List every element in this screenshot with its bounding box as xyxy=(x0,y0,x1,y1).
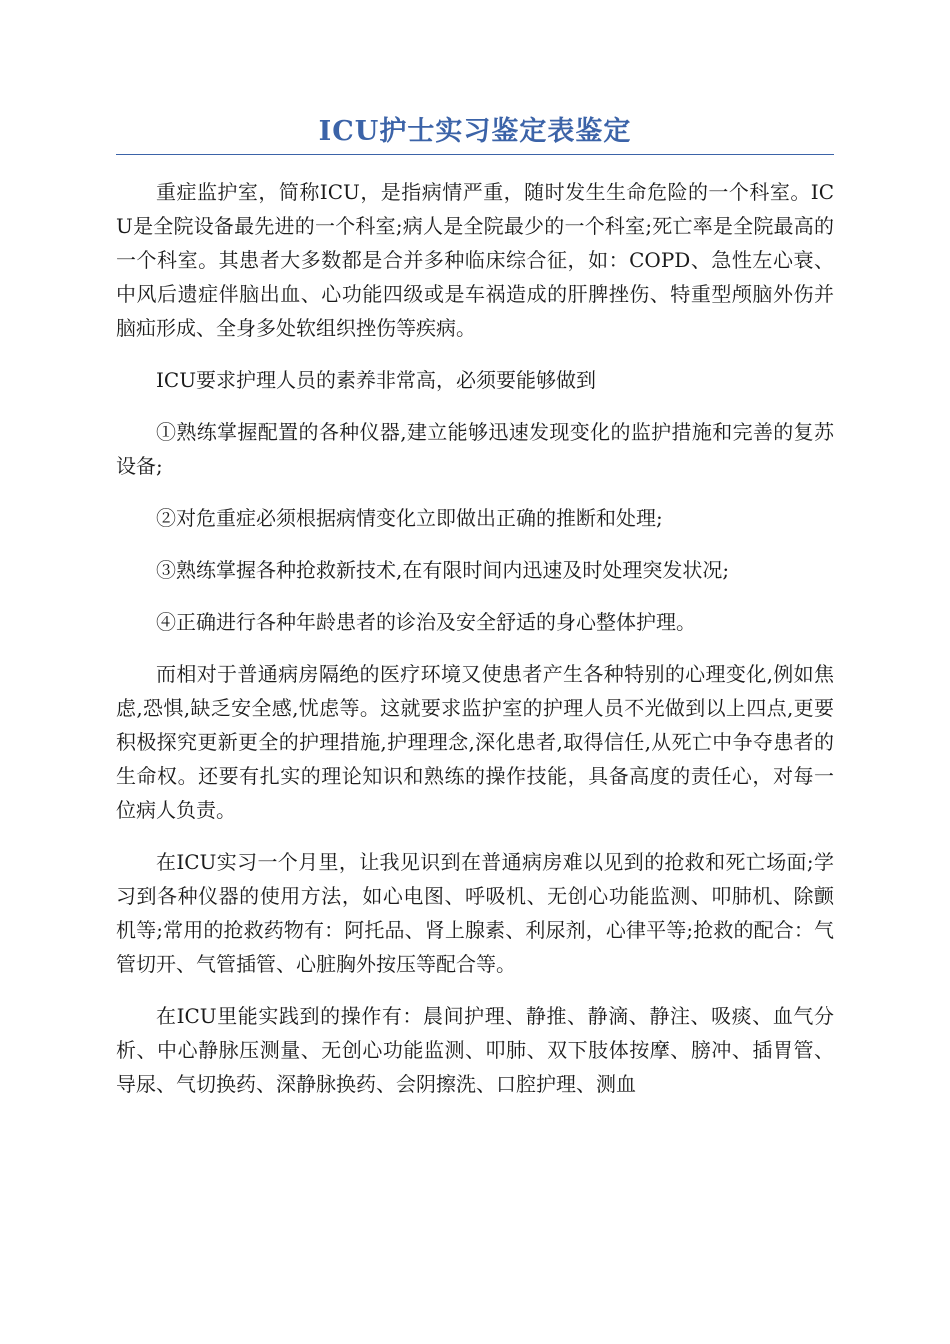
document-page xyxy=(116,112,834,1119)
paragraph-requirements-lead: ICU要求护理人员的素养非常高，必须要能够做到 xyxy=(156,368,597,392)
title-underline xyxy=(116,154,834,155)
paragraph-psychology: 而相对于普通病房隔绝的医疗环境又使患者产生各种特别的心理变化,例如焦虑,恐惧,缺乏安全感,忧虑等。这就要求监护室的护理人员不光做到以上四点,更要积极探究更新更全的护理措施,护理理念,深化患者,取得信任,从死亡中争夺患者的生命权。还要有扎实的理论知识和熟练的操作技能，具备高度的责任心，对每一位病人负责。 xyxy=(116,662,834,822)
paragraph-requirement-2: ②对危重症必须根据病情变化立即做出正确的推断和处理; xyxy=(156,506,663,530)
paragraph-requirement-3: ③熟练掌握各种抢救新技术,在有限时间内迅速及时处理突发状况; xyxy=(156,558,730,582)
paragraph-procedures: 在ICU里能实践到的操作有：晨间护理、静推、静滴、静注、吸痰、血气分析、中心静脉压测量、无创心功能监测、叩肺、双下肢体按摩、膀冲、插胃管、导尿、气切换药、深静脉换药、会阴擦洗、口腔护理、测血 xyxy=(116,1004,834,1096)
paragraph-internship-experience: 在ICU实习一个月里，让我见识到在普通病房难以见到的抢救和死亡场面;学习到各种仪器的使用方法，如心电图、呼吸机、无创心功能监测、叩肺机、除颤机等;常用的抢救药物有：阿托品、肾上腺素、利尿剂，心律平等;抢救的配合：气管切开、气管插管、心脏胸外按压等配合等。 xyxy=(116,850,834,976)
paragraph-requirement-4: ④正确进行各种年龄患者的诊治及安全舒适的身心整体护理。 xyxy=(156,610,696,634)
paragraph-requirement-1: ①熟练掌握配置的各种仪器,建立能够迅速发现变化的监护措施和完善的复苏设备; xyxy=(116,420,834,478)
paragraph-icu-intro: 重症监护室，简称ICU，是指病情严重，随时发生生命危险的一个科室。ICU是全院设备最先进的一个科室;病人是全院最少的一个科室;死亡率是全院最高的一个科室。其患者大多数都是合并多种临床综合征，如：COPD、急性左心衰、中风后遗症伴脑出血、心功能四级或是车祸造成的肝脾挫伤、特重型颅脑外伤并脑疝形成、全身多处软组织挫伤等疾病。 xyxy=(116,180,834,340)
document-title: ICU护士实习鉴定表鉴定 xyxy=(318,116,632,147)
